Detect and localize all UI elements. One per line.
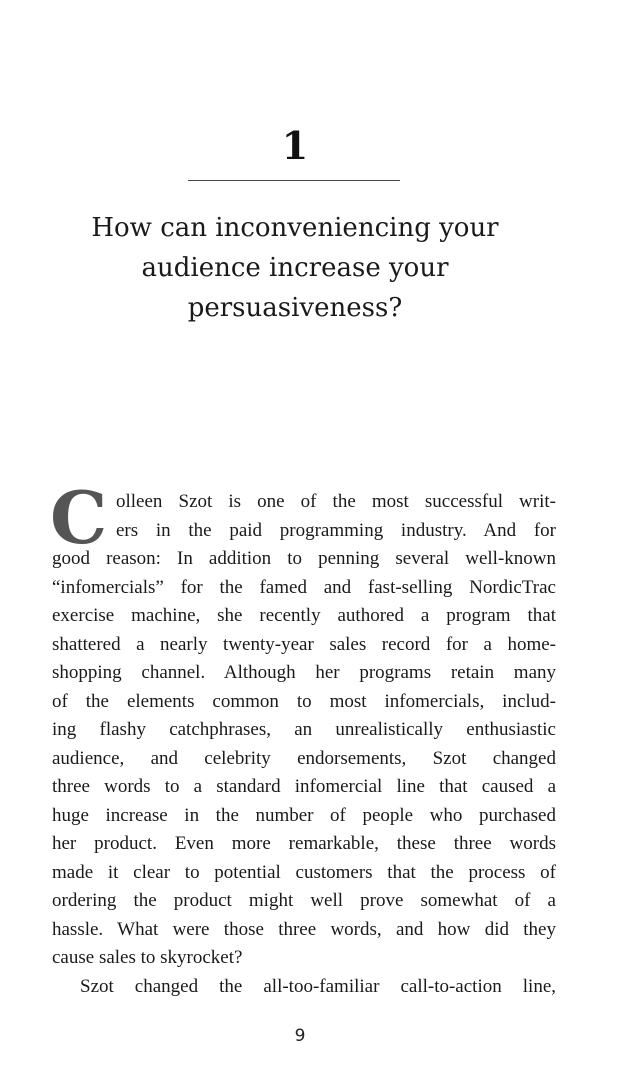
body-line: Szot changed the all-too-familiar call-to-action line,	[80, 975, 556, 997]
body-line: hassle. What were those three words, and how did they	[52, 918, 556, 940]
body-line: audience, and celebrity endorsements, Szot changed	[52, 747, 556, 769]
body-line: exercise machine, she recently authored a program that	[52, 605, 556, 626]
chapter-title-line: How can inconveniencing your	[91, 213, 499, 243]
body-line: “infomercials” for the famed and fast-selling NordicTrac	[52, 576, 556, 598]
body-line: ing flashy catchphrases, an unrealistically enthusiastic	[52, 719, 556, 740]
body-line: three words to a standard infomercial line that caused a	[52, 776, 556, 797]
body-line: of the elements common to most infomercials, includ-	[52, 690, 556, 712]
body-line: good reason: In addition to penning several well-known	[52, 548, 556, 569]
body-line: shopping channel. Although her programs retain many	[52, 662, 556, 683]
drop-cap: C	[50, 475, 108, 560]
chapter-number: 1	[281, 123, 309, 168]
body-line: ers in the paid programming industry. And for	[116, 519, 556, 541]
body-line: huge increase in the number of people who purchased	[52, 804, 556, 826]
body-paragraph	[52, 488, 556, 1001]
body-line: made it clear to potential customers that the process of	[52, 861, 556, 883]
body-line: her product. Even more remarkable, these three words	[52, 833, 556, 854]
body-line: ordering the product might well prove somewhat of a	[52, 890, 556, 911]
chapter-title-line: persuasiveness?	[187, 293, 403, 323]
body-line: shattered a nearly twenty-year sales record for a home-	[52, 633, 556, 655]
body-line: cause sales to skyrocket?	[52, 947, 243, 968]
chapter-title-line: audience increase your	[141, 253, 449, 283]
chapter-divider	[188, 180, 400, 181]
chapter-title	[60, 208, 530, 328]
body-line: olleen Szot is one of the most successful writ-	[116, 491, 556, 512]
page-number: 9	[294, 1026, 306, 1046]
